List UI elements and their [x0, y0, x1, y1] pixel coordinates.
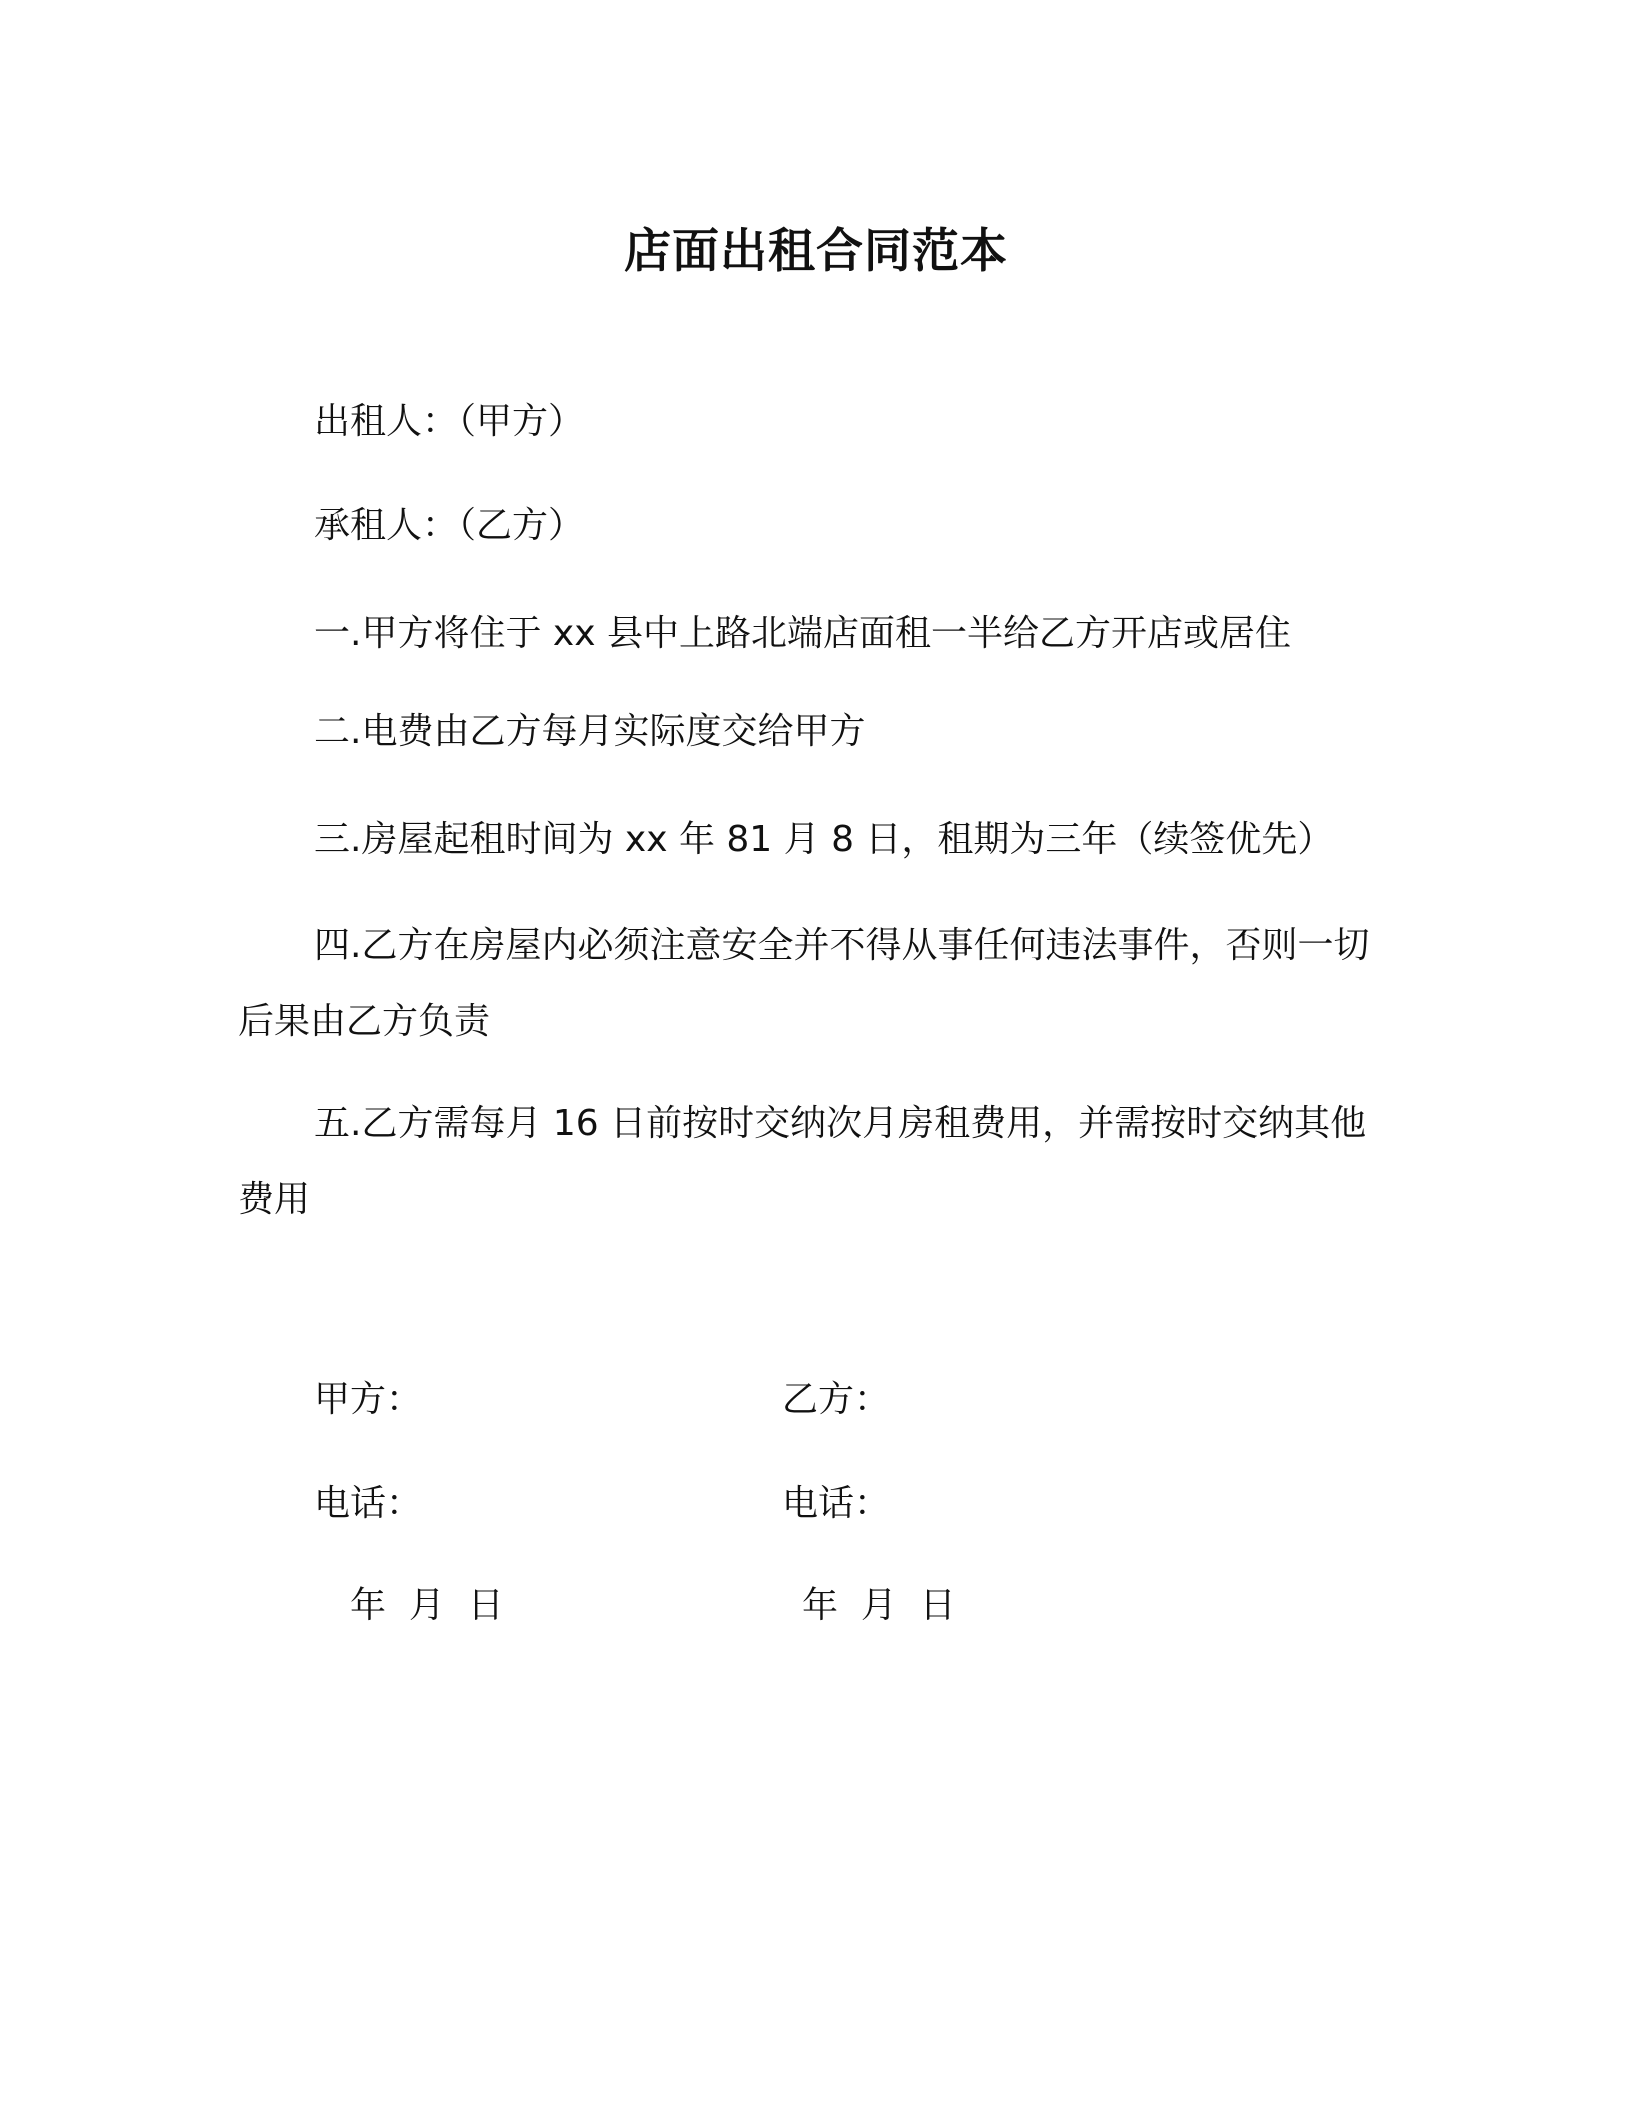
clause-4: 四.乙方在房屋内必须注意安全并不得从事任何违法事件，否则一切后果由乙方负责: [238, 925, 1370, 1042]
party-b-phone-label: 电话：: [782, 1483, 891, 1524]
lessor-line: 出租人：（甲方）: [314, 401, 585, 442]
party-b-signature-label: 乙方：: [782, 1379, 891, 1420]
party-b-date: 年 月 日: [802, 1585, 956, 1626]
party-a-signature-label: 甲方：: [314, 1379, 423, 1420]
document-title: 店面出租合同范本: [624, 224, 1008, 279]
lessee-line: 承租人：（乙方）: [314, 505, 585, 546]
clause-5: 五.乙方需每月 16 日前按时交纳次月房租费用，并需按时交纳其他费用: [238, 1103, 1367, 1220]
clause-3: 三.房屋起租时间为 xx 年 81 月 8 日，租期为三年（续签优先）: [314, 819, 1334, 860]
party-a-phone-label: 电话：: [314, 1483, 423, 1524]
party-a-date: 年 月 日: [350, 1585, 504, 1626]
clause-2: 二.电费由乙方每月实际度交给甲方: [314, 711, 866, 752]
clause-1: 一.甲方将住于 xx 县中上路北端店面租一半给乙方开店或居住: [314, 613, 1291, 654]
